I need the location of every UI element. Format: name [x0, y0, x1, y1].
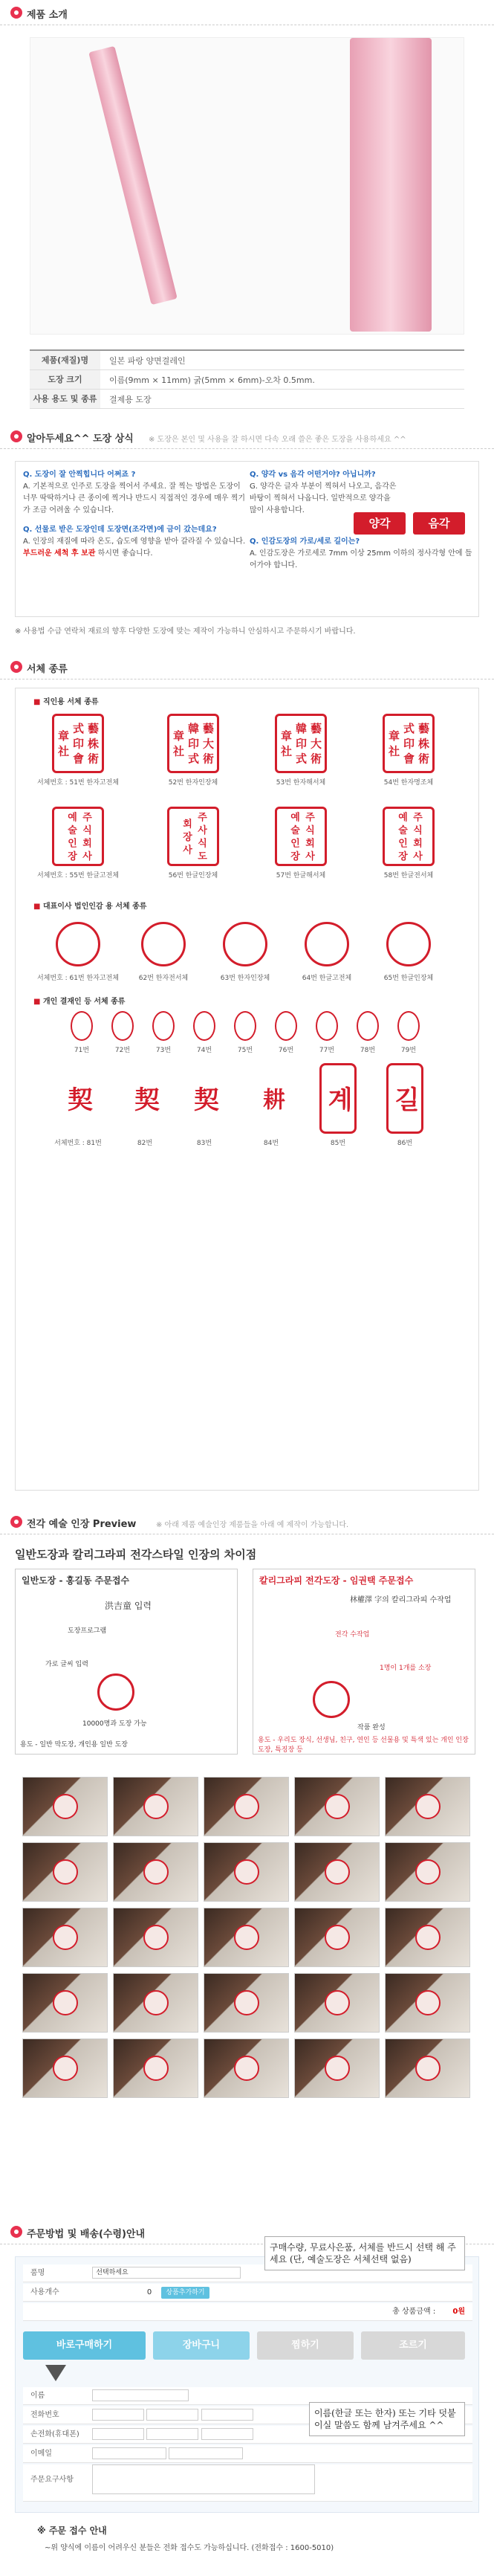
photo-stamp: [415, 1990, 441, 2015]
photo-stamp: [143, 2056, 169, 2081]
spec-row: [30, 390, 464, 409]
product-photo: [204, 1908, 289, 1967]
bullet-icon: [10, 1516, 22, 1528]
preview-left-head: 일반도장 - 홍길동 주문접수: [22, 1575, 130, 1586]
product-photo: [204, 1842, 289, 1902]
product-photo: [113, 1842, 198, 1902]
art-seal-83: 契: [189, 1085, 219, 1111]
photo-stamp: [53, 1859, 78, 1885]
seal-caption: 63번 한자인장체: [220, 975, 270, 982]
preview-right-panel: [253, 1569, 475, 1755]
order-label: 사용개수: [30, 2288, 59, 2296]
total-value: 0원: [452, 2308, 465, 2316]
order-row-qty: [23, 2284, 472, 2302]
preview-right-step: 1명이 1개를 소장: [380, 1665, 432, 1672]
phone-input[interactable]: [92, 2409, 144, 2421]
fields-note: 이름(한글 또는 한자) 또는 기타 덧붙이실 말씀도 함께 남겨주세요 ^^: [309, 2402, 465, 2436]
bullet-icon: [10, 430, 22, 442]
notice-a2-post: 하시면 좋습니다.: [97, 549, 153, 558]
seal-55: 주 식 회 사 예 술 인 장: [52, 807, 104, 866]
spec-key: 도장 크기: [30, 370, 100, 389]
section-note: ※ 아래 제품 예술인장 제품들을 아래 예 제작이 가능합니다.: [156, 1521, 349, 1529]
product-photo: [22, 1973, 108, 2033]
name-input[interactable]: [92, 2389, 189, 2401]
seal-52: 藝 大 術 韓 印 式 章 社: [167, 714, 219, 773]
mobile-input[interactable]: [92, 2428, 144, 2440]
photo-stamp: [234, 1925, 259, 1950]
email-domain-input[interactable]: [169, 2447, 243, 2459]
seal-caption: 56번 한글인장체: [168, 872, 218, 879]
round-seal-64: [305, 922, 349, 966]
seal-54: 藝 株 術 式 印 會 章 社: [383, 714, 435, 773]
small-seal: [397, 1011, 420, 1041]
request-button[interactable]: 조르기: [361, 2331, 465, 2360]
seal-51: 藝 株 術 式 印 會 章 社: [52, 714, 104, 773]
photo-stamp: [143, 1794, 169, 1819]
personal-font-label: ■ 직인용 서체 종류: [33, 695, 99, 706]
order-label: 손전화(휴대폰): [30, 2430, 79, 2438]
product-stick-right: [350, 38, 432, 332]
product-photo: [385, 1908, 470, 1967]
notice-q2: Q. 선물로 받은 도장인데 도장면(조각면)에 금이 갔는데요?: [23, 526, 217, 534]
order-label: 주문요구사항: [30, 2476, 74, 2484]
spec-row: [30, 370, 464, 390]
photo-stamp: [325, 2056, 350, 2081]
product-photo: [113, 1973, 198, 2033]
product-photo: [113, 1777, 198, 1836]
preview-right-step: 전각 수작업: [335, 1631, 370, 1639]
add-product-button[interactable]: 상품추가하기: [161, 2287, 209, 2299]
photo-stamp: [234, 1990, 259, 2015]
seal-caption: 57번 한글해서체: [276, 872, 326, 879]
seal-caption: 77번: [319, 1047, 335, 1054]
bullet-icon: [10, 661, 22, 673]
seal-caption: 84번: [263, 1140, 279, 1147]
spec-value: 결제용 도장: [109, 394, 152, 404]
section-fonts: [0, 654, 494, 679]
product-photo: [113, 1908, 198, 1967]
eumgak-button: 음각: [413, 512, 465, 535]
order-label: 품명: [30, 2269, 45, 2277]
seal-caption: 78번: [360, 1047, 376, 1054]
photo-stamp: [415, 2056, 441, 2081]
corporate-font-label: ■ 대표이사 법인인감 용 서체 종류: [33, 900, 146, 911]
photo-stamp: [415, 1859, 441, 1885]
seal-caption: 서체번호 : 81번: [54, 1140, 102, 1147]
spec-table: [30, 349, 464, 409]
product-photo: [385, 2038, 470, 2098]
mobile-input[interactable]: [146, 2428, 198, 2440]
spec-key: 제품(재질)명: [30, 351, 100, 369]
small-seal: [111, 1011, 134, 1041]
preview-title: 일반도장과 칼리그라피 전각스타일 인장의 차이점: [15, 1548, 257, 1561]
photo-stamp: [325, 1794, 350, 1819]
small-seal: [193, 1011, 215, 1041]
art-seal-82: 契: [129, 1085, 160, 1111]
photo-stamp: [415, 1794, 441, 1819]
photo-stamp: [234, 2056, 259, 2081]
photo-stamp: [325, 1990, 350, 2015]
product-photo: [113, 2038, 198, 2098]
preview-right-head: 칼리그라피 전각도장 - 임권택 주문접수: [259, 1575, 414, 1586]
cart-button[interactable]: 장바구니: [153, 2331, 250, 2360]
preview-left-step: 가로 글씨 입력: [45, 1661, 88, 1668]
yanggak-button: 양각: [354, 512, 406, 535]
seal-caption: 서체번호 : 51번 한자고전체: [36, 779, 119, 787]
order-note-text: ~위 양식에 이름이 어려우신 분들은 전화 접수도 가능하십니다. (전화접수 : 1600-5010): [45, 2544, 334, 2552]
preview-right-step: 林權澤 字의 칼리그라피 수작업: [350, 1596, 452, 1604]
wishlist-button[interactable]: 찜하기: [257, 2331, 354, 2360]
notice-box: [15, 461, 479, 617]
preview-left-step: 도장프로그램: [68, 1627, 107, 1635]
seal-57: 주 식 회 사 예 술 인 장: [275, 807, 327, 866]
section-title: 전각 예술 인장 Preview: [27, 1519, 137, 1530]
order-label: 이메일: [30, 2450, 52, 2458]
seal-caption: 64번 한글고전체: [302, 975, 352, 982]
seal-caption: 73번: [155, 1047, 172, 1054]
notice-footer: ※ 사용법 수급 연락처 재료의 향후 다양한 도장에 맞는 제작이 가능하니 안심하시고 주문하시기 바랍니다.: [15, 627, 356, 636]
product-photo: [22, 1777, 108, 1836]
small-seal: [275, 1011, 297, 1041]
seal-caption: 62번 한자전서체: [138, 975, 189, 982]
section-title: 서체 종류: [27, 664, 68, 675]
seal-caption: 83번: [196, 1140, 212, 1147]
seal-caption: 65번 한글인장체: [383, 975, 434, 982]
product-photo: [294, 1842, 380, 1902]
personal2-font-label: ■ 개인 결재인 등 서체 종류: [33, 995, 125, 1006]
spec-row: [30, 351, 464, 370]
small-seal: [152, 1011, 175, 1041]
section-title: 알아두세요^^ 도장 상식: [27, 433, 134, 445]
notice-q4: Q. 인감도장의 가로/세로 길이는?: [250, 538, 360, 546]
down-arrow-icon: [45, 2365, 66, 2381]
order-row-email: [23, 2445, 472, 2463]
bullet-icon: [10, 2226, 22, 2238]
round-seal-65: [386, 922, 431, 966]
seal-caption: 58번 한글전서체: [383, 872, 434, 879]
small-seal: [234, 1011, 256, 1041]
request-textarea[interactable]: [92, 2464, 315, 2494]
photo-stamp: [53, 1794, 78, 1819]
phone-input[interactable]: [146, 2409, 198, 2421]
round-seal-63: [223, 922, 267, 966]
notice-a2-pre: A. 인장의 재질에 따라 온도, 습도에 영향을 받아 갈라질 수 있습니다.: [23, 538, 246, 546]
notice-a3: G. 양각은 글자 부분이 찍혀서 나오고, 음각은 바탕이 찍혀서 나옵니다. 일반적으로 양각을 많이 사용합니다.: [250, 482, 397, 514]
notice-q1: Q. 도장이 잘 안찍힙니다 어쩌죠 ?: [23, 471, 136, 479]
round-seal-62: [141, 922, 186, 966]
seal-caption: 72번: [114, 1047, 131, 1054]
notice-a4: A. 인감도장은 가로세로 7mm 이상 25mm 이하의 정사각형 안에 들어가야 합니다.: [250, 549, 472, 569]
small-seal: [357, 1011, 379, 1041]
spec-value: 이름(9mm × 11mm) 굵(5mm × 6mm)-오차 0.5mm.: [109, 375, 315, 385]
product-photo: [385, 1973, 470, 2033]
buy-now-button[interactable]: 바로구매하기: [23, 2331, 146, 2360]
preview-box: [15, 1546, 479, 1762]
notice-left: [23, 469, 246, 560]
photo-stamp: [143, 1859, 169, 1885]
product-photo: [385, 1842, 470, 1902]
section-title: 제품 소개: [27, 10, 68, 21]
seal-caption: 82번: [137, 1140, 153, 1147]
phone-input[interactable]: [201, 2409, 253, 2421]
preview-left-foot: 용도 - 일반 막도장, 개인용 일반 도장: [20, 1741, 128, 1749]
art-seal-84: 耕: [259, 1087, 285, 1110]
art-seal-81: 契: [62, 1085, 93, 1111]
photo-stamp: [234, 1794, 259, 1819]
preview-right-step: 작품 완성: [357, 1724, 386, 1731]
spec-key: 사용 용도 및 종류: [30, 390, 100, 408]
preview-left-stamp: [97, 1673, 134, 1711]
product-photo: [22, 1908, 108, 1967]
notice-a2: [23, 536, 246, 560]
photo-stamp: [53, 1990, 78, 2015]
product-photo: [204, 2038, 289, 2098]
order-label: 이름: [30, 2392, 45, 2400]
product-photo: [22, 2038, 108, 2098]
section-notice: [0, 424, 494, 449]
section-preview: [0, 1509, 494, 1534]
spec-value: 일본 파랑 양면결레인: [109, 355, 186, 366]
seal-caption: 85번: [330, 1140, 346, 1147]
preview-left-step: 洪吉童 입력: [105, 1601, 152, 1611]
product-photo: [294, 1908, 380, 1967]
order-note-title: ※ 주문 접수 안내: [37, 2525, 107, 2536]
seal-caption: 76번: [278, 1047, 294, 1054]
photo-stamp: [53, 2056, 78, 2081]
section-product-intro: [0, 0, 494, 25]
seal-caption: 53번 한자해서체: [276, 779, 326, 787]
section-title: 주문방법 및 배송(수령)안내: [27, 2229, 146, 2240]
product-image: [30, 37, 464, 335]
product-photo: [294, 1777, 380, 1836]
photo-stamp: [53, 1925, 78, 1950]
seal-caption: 71번: [74, 1047, 90, 1054]
preview-left-step: 10000명과 도장 가능: [82, 1720, 147, 1728]
product-photo: [385, 1777, 470, 1836]
notice-a1: A. 기본적으로 인주로 도장을 찍어서 주세요. 잘 찍는 방법은 도장이 너무 딱딱하거나 큰 종이에 찍거나 반드시 직접적인 경우에 매우 찍기가 조금 어려울 수 있습니다.: [23, 482, 246, 514]
seal-caption: 서체번호 : 61번 한자고전체: [36, 975, 119, 982]
product-select[interactable]: 선택하세요: [92, 2267, 241, 2279]
seal-53: 藝 大 術 韓 印 式 章 社: [275, 714, 327, 773]
preview-left-panel: [15, 1569, 238, 1755]
order-form: [15, 2242, 479, 2513]
photo-stamp: [415, 1925, 441, 1950]
seal-58: 주 식 회 사 예 술 인 장: [383, 807, 435, 866]
product-photo: [22, 1842, 108, 1902]
qty-value[interactable]: 0: [146, 2288, 152, 2296]
photo-stamp: [143, 1990, 169, 2015]
photo-stamp: [325, 1925, 350, 1950]
seal-caption: 79번: [400, 1047, 417, 1054]
seal-caption: 54번 한자명조체: [383, 779, 434, 787]
seal-caption: 52번 한자인장체: [168, 779, 218, 787]
total-label: 총 상품금액 :: [392, 2308, 436, 2316]
seal-caption: 74번: [196, 1047, 212, 1054]
email-input[interactable]: [92, 2447, 166, 2459]
seal-56: 주 사 식 도 회 장 사: [167, 807, 219, 866]
seal-caption: 86번: [397, 1140, 413, 1147]
order-row-request: [23, 2464, 472, 2502]
preview-right-stamp: [313, 1681, 350, 1718]
section-note: ※ 도장은 본인 및 사용을 잘 하시면 다속 오래 쓸은 좋은 도장을 사용하세요 ^^: [149, 436, 406, 444]
mobile-input[interactable]: [201, 2428, 253, 2440]
photo-stamp: [234, 1859, 259, 1885]
art-seal-86: 길: [386, 1063, 423, 1134]
memo-note: 구매수량, 무료사은품, 서체를 반드시 선택 해 주세요 (단, 예술도장은 서체선택 없음): [264, 2236, 465, 2270]
product-photo: [294, 2038, 380, 2098]
bullet-icon: [10, 7, 22, 19]
notice-a2-red: 부드러운 세척 후 보관: [23, 549, 96, 558]
product-photo: [204, 1777, 289, 1836]
seal-caption: 75번: [237, 1047, 253, 1054]
small-seal: [71, 1011, 93, 1041]
art-seal-85: 계: [319, 1063, 357, 1134]
product-photo: [204, 1973, 289, 2033]
product-photo: [294, 1973, 380, 2033]
product-stick-left: [88, 46, 178, 305]
order-label: 전화번호: [30, 2411, 59, 2419]
seal-caption: 서체번호 : 55번 한글고전체: [36, 872, 119, 879]
preview-right-foot: 용도 - 우리도 장식, 선생님, 친구, 연인 등 선물용 및 특색 있는 개인 인장 도장, 특징장 등: [258, 1737, 469, 1754]
notice-q3: Q. 양각 vs 음각 어떤거야? 아닙니까?: [250, 471, 376, 479]
photo-stamp: [143, 1925, 169, 1950]
small-seal: [316, 1011, 338, 1041]
order-row-total: [23, 2303, 472, 2321]
photo-stamp: [325, 1859, 350, 1885]
round-seal-61: [56, 922, 100, 966]
